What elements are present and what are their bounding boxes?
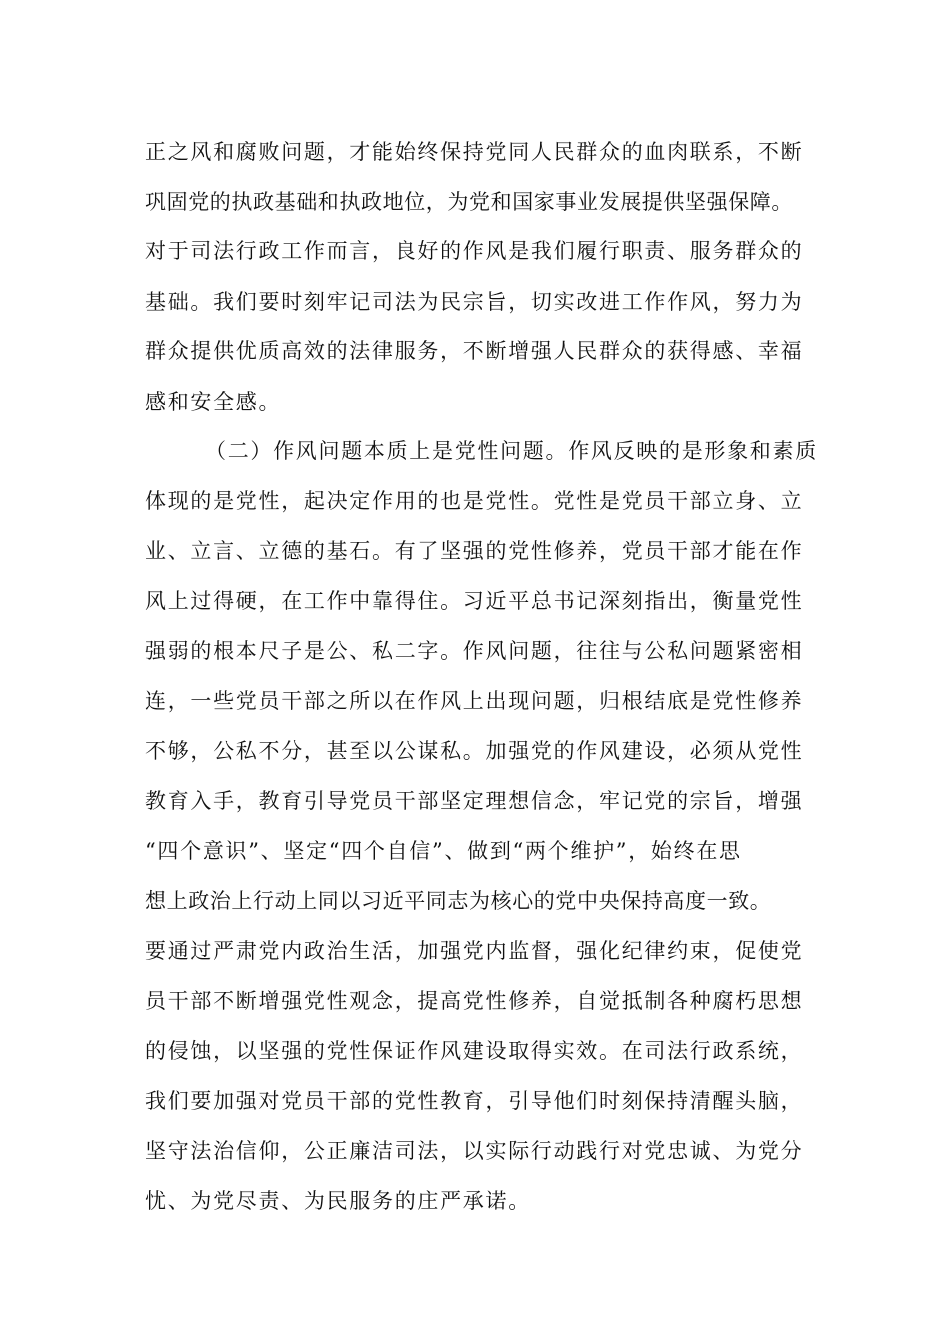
text-line: 坚守法治信仰，公正廉洁司法，以实际行动践行对党忠诚、为党分 [145,1139,804,1163]
text-line: 感和安全感。 [145,390,282,414]
text-line: 正之风和腐败问题，才能始终保持党同人民群众的血肉联系，不断 [145,140,804,164]
text-line: 巩固党的执政基础和执政地位，为党和国家事业发展提供坚强保障。 [145,190,793,214]
text-line: （二）作风问题本质上是党性问题。作风反映的是形象和素质 [205,439,818,463]
text-line: 基础。我们要时刻牢记司法为民宗旨，切实改进工作作风，努力为 [145,290,804,314]
text-line: 强弱的根本尺子是公、私二字。作风问题，往往与公私问题紧密相 [145,639,804,663]
text-line: 对于司法行政工作而言，良好的作风是我们履行职责、服务群众的 [145,239,804,263]
text-line: 业、立言、立德的基石。有了坚强的党性修养，党员干部才能在作 [145,539,804,563]
text-line: 不够，公私不分，甚至以公谋私。加强党的作风建设，必须从党性 [145,739,804,763]
text-line: 群众提供优质高效的法律服务，不断增强人民群众的获得感、幸福 [145,339,804,363]
text-line: “四个意识”、坚定“四个自信”、做到“两个维护”，始终在思 [145,839,742,863]
text-line: 员干部不断增强党性观念，提高党性修养，自觉抵制各种腐朽思想 [145,989,804,1013]
text-line: 教育入手，教育引导党员干部坚定理想信念，牢记党的宗旨，增强 [145,789,804,813]
text-line: 风上过得硬，在工作中靠得住。习近平总书记深刻指出，衡量党性 [145,589,804,613]
text-line: 体现的是党性，起决定作用的也是党性。党性是党员干部立身、立 [145,489,804,513]
text-line: 连，一些党员干部之所以在作风上出现问题，归根结底是党性修养 [145,689,804,713]
text-line: 忧、为党尽责、为民服务的庄严承诺。 [145,1189,531,1213]
text-line: 的侵蚀，以坚强的党性保证作风建设取得实效。在司法行政系统， [145,1039,804,1063]
text-line: 我们要加强对党员干部的党性教育，引导他们时刻保持清醒头脑， [145,1089,804,1113]
text-line: 要通过严肃党内政治生活，加强党内监督，强化纪律约束，促使党 [145,939,804,963]
text-line: 想上政治上行动上同以习近平同志为核心的党中央保持高度一致。 [145,889,772,913]
